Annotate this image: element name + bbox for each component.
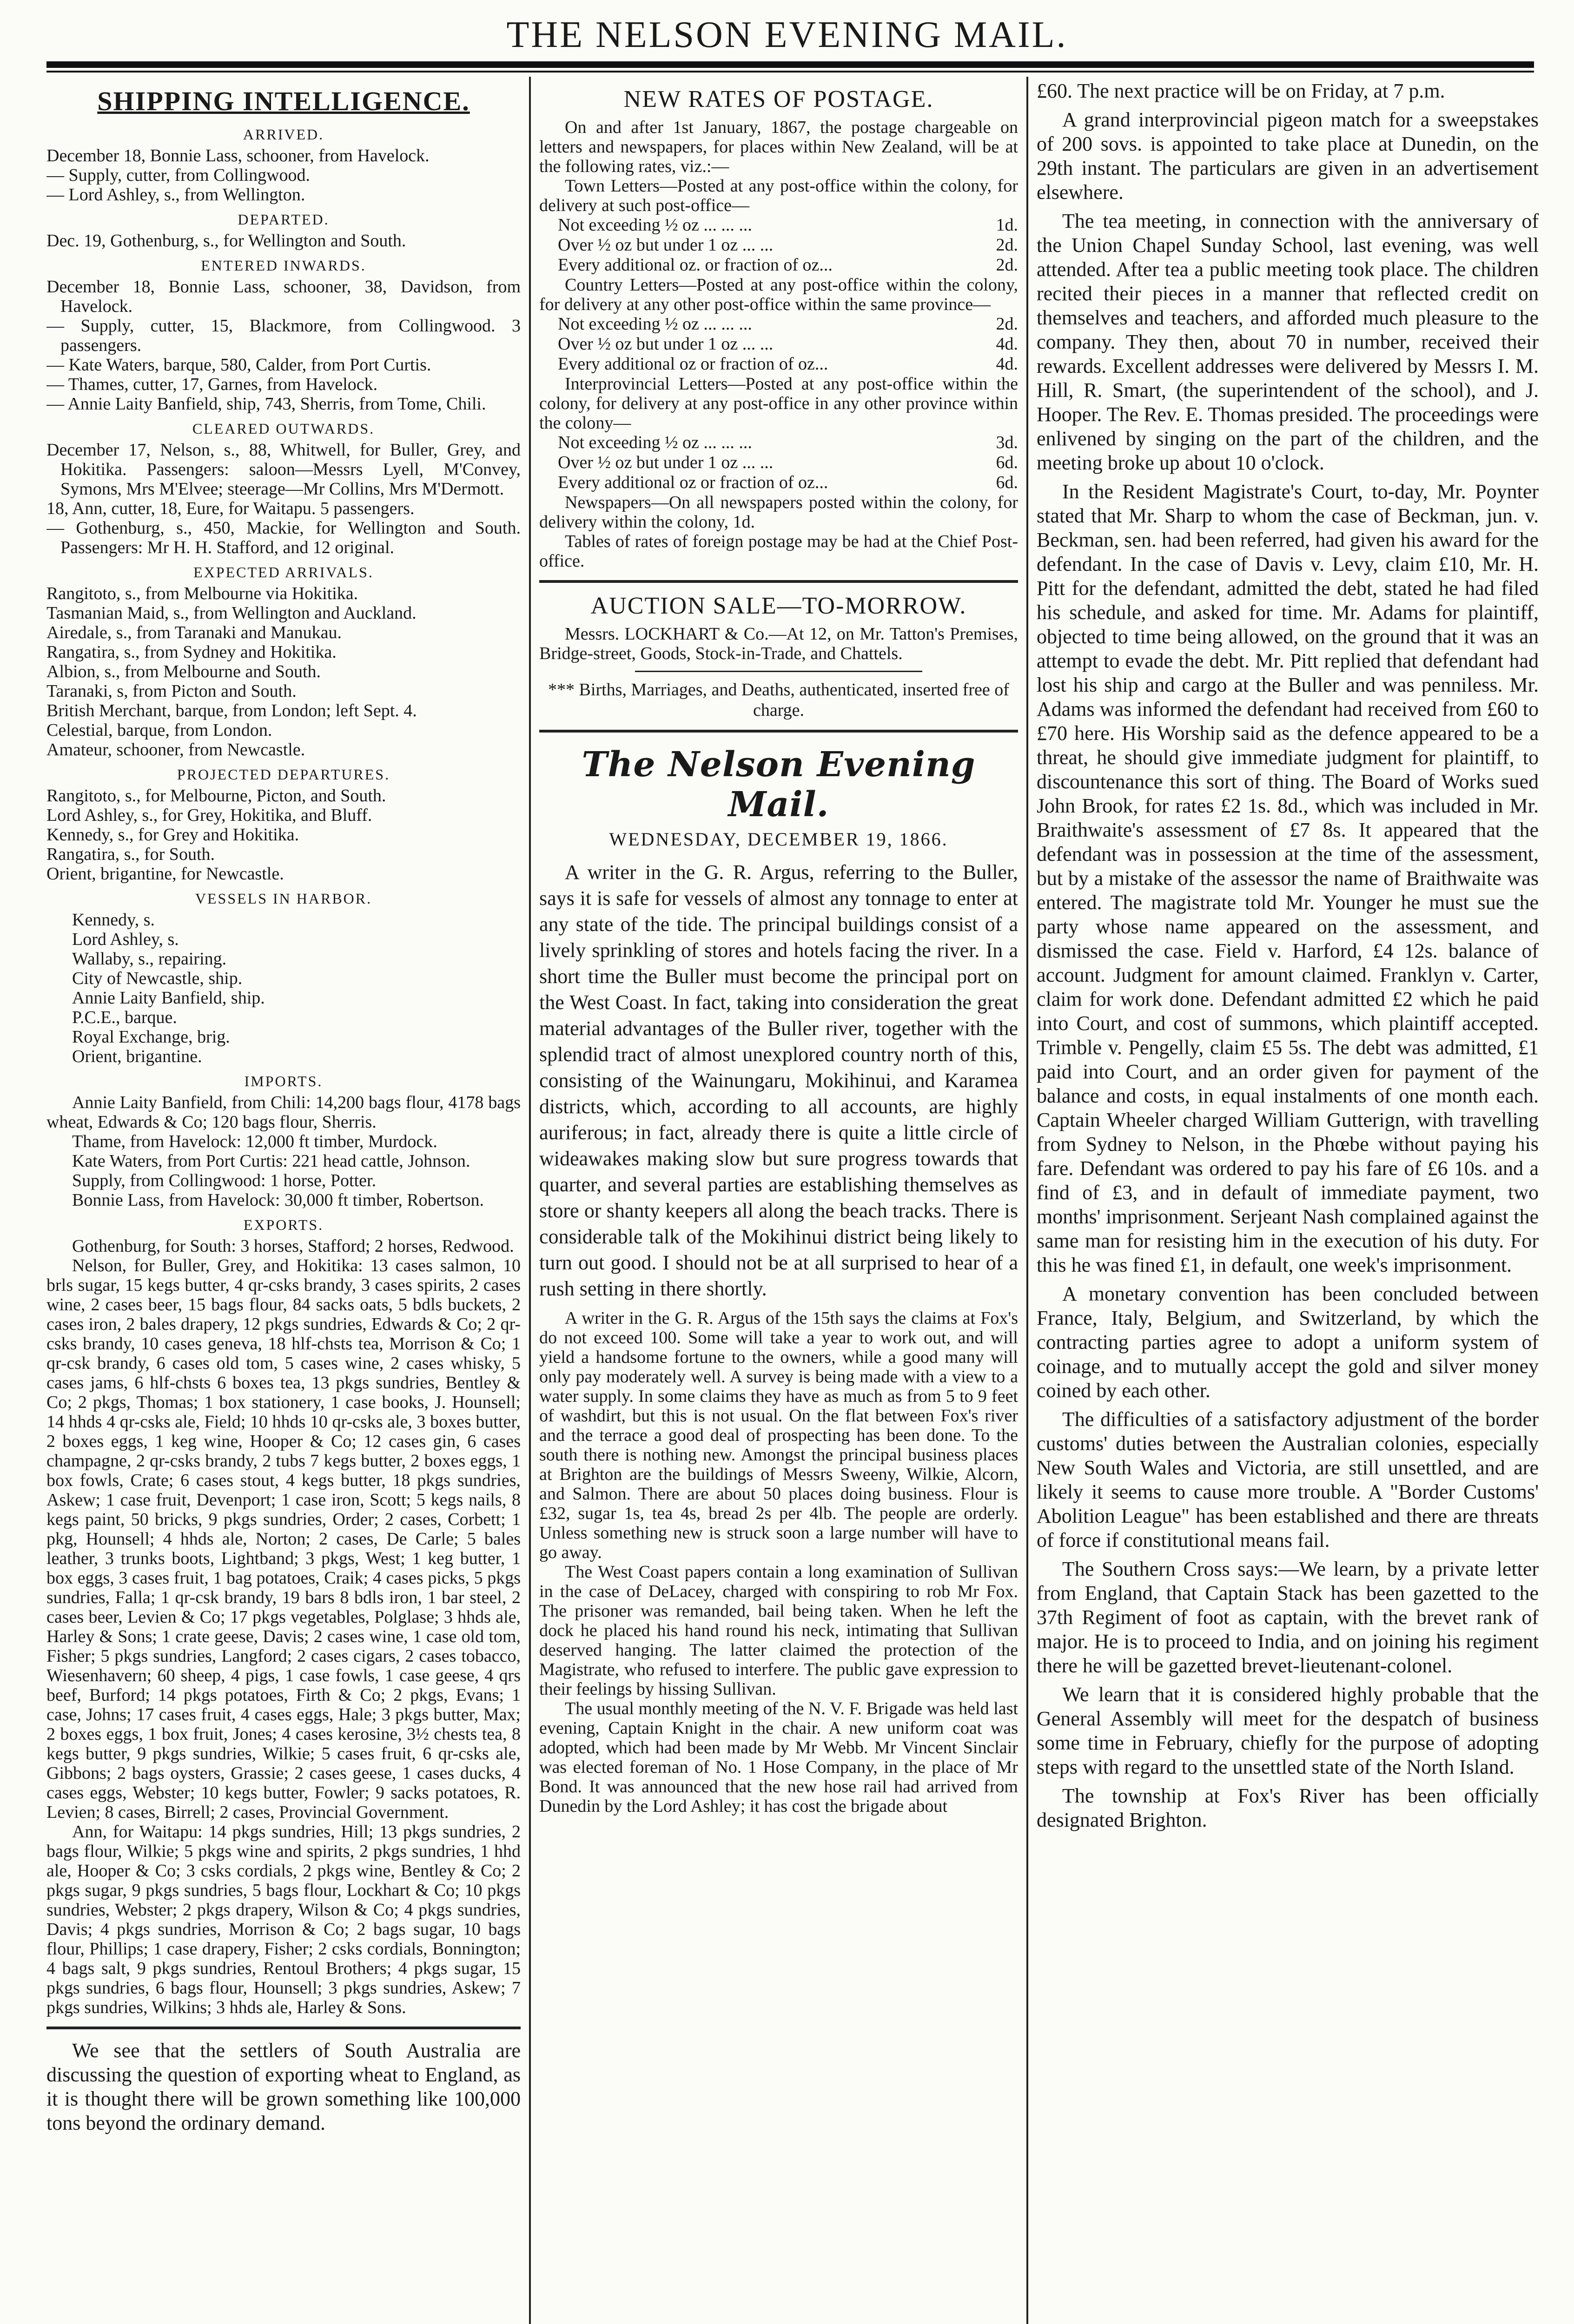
postage-title: NEW RATES OF POSTAGE. bbox=[623, 86, 934, 112]
middle-column bbox=[539, 79, 1018, 2324]
foreign-rates-note: Tables of rates of foreign postage may be had at the Chief Post-office. bbox=[539, 532, 1018, 571]
interprovincial-heading: Interprovincial Letters—Posted at any post-office within the colony, for delivery at any post-office in any other province within the colony— bbox=[539, 374, 1018, 433]
list-item: Annie Laity Banfield, ship. bbox=[72, 988, 265, 1008]
article-paragraph: The usual monthly meeting of the N. V. F. Brigade was held last evening, Captain Knight in the chair. A new uniform coat was adopted, which had been made by Mr Webb. Mr Vincent Sinclair was elected foreman of No. 1 Hose Company, in the place of Mr Bond. It was announced that the new hose rail had arrived from Dunedin by the Lord Ashley; it has cost the brigade about bbox=[539, 1699, 1018, 1816]
column-divider bbox=[1026, 77, 1028, 2324]
list-item: Orient, brigantine, for Newcastle. bbox=[46, 864, 284, 884]
article-paragraph: We learn that it is considered highly probable that the General Assembly will meet for the despatch of business some time in February, chiefly for the purpose of adopting steps with regard to the unsettled state of the North Island. bbox=[1037, 1683, 1539, 1778]
paper-name: The Nelson Evening Mail. bbox=[582, 745, 976, 825]
list-item: Lord Ashley, s., for Grey, Hokitika, and Bluff. bbox=[46, 805, 372, 825]
list-item: Royal Exchange, brig. bbox=[72, 1027, 230, 1047]
divider bbox=[635, 671, 922, 672]
list-item: City of Newcastle, ship. bbox=[72, 969, 243, 988]
cleared-heading: CLEARED OUTWARDS. bbox=[192, 420, 375, 437]
expected-heading: EXPECTED ARRIVALS. bbox=[193, 564, 374, 581]
list-item: P.C.E., barque. bbox=[72, 1008, 177, 1027]
lead-article bbox=[539, 859, 1018, 1302]
list-item: Rangitoto, s., from Melbourne via Hokitika. bbox=[46, 584, 358, 603]
list-item: — Supply, cutter, from Collingwood. bbox=[46, 165, 311, 185]
imports-entry: Annie Laity Banfield, from Chili: 14,200 bags flour, 4178 bags wheat, Edwards & Co; 120 bags flour, Sherris. bbox=[46, 1093, 521, 1132]
list-item: Orient, brigantine. bbox=[72, 1047, 202, 1066]
list-item: Tasmanian Maid, s., from Wellington and Auckland. bbox=[46, 603, 417, 623]
list-item: Kennedy, s. bbox=[72, 910, 155, 930]
list-item: British Merchant, barque, from London; left Sept. 4. bbox=[46, 701, 417, 720]
article-paragraph: A writer in the G. R. Argus, referring to the Buller, says it is safe for vessels of almost any tonnage to enter at any state of the tide. The principal buildings consist of a lively sprinkling of stores and hotels facing the river. In a short time the Buller must become the principal port on the West Coast. In fact, taking into consideration the great material advantages of the Buller river, together with the splendid tract of almost unexplored country north of this, consisting of the Wainungaru, Mokihinui, and Karamea districts, which, according to all accounts, are highly auriferous; in fact, already there is quite a little circle of wideawakes making slow but sure progress towards that quarter, and several parties are establishing themselves as store or shanty keepers all along the beach tracks. There is considerable talk of the Mokihinui district being likely to turn out good. I should not be at all surprised to hear of a rush setting in there shortly. bbox=[539, 861, 1018, 1300]
harbor-heading: VESSELS IN HARBOR. bbox=[195, 890, 372, 907]
exports-heading: EXPORTS. bbox=[243, 1216, 324, 1233]
auction-title: AUCTION SALE—TO-MORROW. bbox=[590, 593, 967, 619]
list-item: — Supply, cutter, 15, Blackmore, from Collingwood. 3 passengers. bbox=[46, 316, 521, 355]
article-paragraph: The tea meeting, in connection with the anniversary of the Union Chapel Sunday School, last evening, was well attended. After tea a public meeting took place. The children recited their pieces in a manner that reflected credit on themselves and teachers, and afforded much pleasure to the company. They then, about 70 in number, received their rewards. Excellent addresses were delivered by Messrs I. M. Hill, R. Smart, (the superintendent of the school), and J. Hooper. The Rev. E. Thomas presided. The proceedings were enlivened by singing on the part of the children, and the meeting broke up about 10 o'clock. bbox=[1037, 210, 1539, 474]
newspapers-rate: Newspapers—On all newspapers posted within the colony, for delivery within the colony, 1d. bbox=[539, 493, 1018, 532]
article-paragraph: In the Resident Magistrate's Court, to-day, Mr. Poynter stated that Mr. Sharp to whom the case of Beckman, jun. v. Beckman, sen. had been referred, had given his award for the defendant. In the case of Davis v. Levy, claim £10, Mr. H. Pitt for the defendant, admitted the debt, stated he had filed his schedule, and asked for time. Mr. Adams for plaintiff, objected to time being allowed, on the ground that it was an attempt to evade the debt. Mr. Pitt replied that defendant had lost his ship and cargo at the Buller and was penniless. Mr. Adams was informed the defendant had received from £60 to £70 here. His Worship said as the defence appeared to be a threat, he should give immediate judgment for plaintiff, to discountenance this sort of thing. The Board of Works sued John Brook, for rates £2 1s. 8d., which was included in Mr. Braithwaite's assessment of £7 8s. It appeared that the defendant was in possession at the time of the assessment, but by a mistake of the assessor the name of Braithwaite was entered. The magistrate told Mr. Younger he must sue the party whose name appeared on the assessment, and dismissed the case. Field v. Harford, £4 12s. balance of account. Judgment for amount claimed. Franklyn v. Carter, claim for work done. Defendant admitted £2 which he paid into Court, and cost of summons, which plaintiff accepted. Trimble v. Pengelly, claim £5 5s. The debt was admitted, £1 paid into Court, and an order given for payment of the balance and costs, in equal instalments of one month each. Captain Wheeler charged William Gutterign, with travelling from Sydney to Nelson, in the Phœbe without paying his fare. Defendant was ordered to pay his fare of £6 10s. and a find of £3, and in default of immediate payment, two months' imprisonment. Serjeant Nash complained against the same man for resisting him in the execution of his duty. For this he was fined £1, in default, one week's imprisonment. bbox=[1037, 480, 1539, 1276]
list-item: 18, Ann, cutter, 18, Eure, for Waitapu. 5 passengers. bbox=[46, 499, 415, 518]
article-paragraph: The Southern Cross says:—We learn, by a private letter from England, that Captain Stack has been gazetted to the 37th Regiment of foot as captain, with the brevet rank of major. He is to proceed to India, and on joining his regiment there he will be gazetted brevet-lieutenant-colonel. bbox=[1037, 1558, 1539, 1677]
auction-text: Messrs. LOCKHART & Co.—At 12, on Mr. Tatton's Premises, Bridge-street, Goods, Stock-in-Trade, and Chattels. bbox=[539, 624, 1018, 663]
country-letters-heading: Country Letters—Posted at any post-office within the colony, for delivery at any other post-office within the same province— bbox=[539, 275, 1018, 314]
list-item: Lord Ashley, s. bbox=[72, 930, 179, 949]
projected-heading: PROJECTED DEPARTURES. bbox=[177, 766, 390, 783]
rate-row: Over ½ oz but under 1 oz ... ... 2d. bbox=[558, 235, 1018, 255]
divider bbox=[46, 2027, 521, 2029]
rate-row: Every additional oz. or fraction of oz... 2d. bbox=[558, 255, 1018, 275]
arrived-heading: ARRIVED. bbox=[243, 126, 324, 143]
list-item: Rangitoto, s., for Melbourne, Picton, and South. bbox=[46, 786, 386, 805]
list-item: — Lord Ashley, s., from Wellington. bbox=[46, 185, 305, 205]
article-paragraph: A monetary convention has been concluded between France, Italy, Belgium, and Switzerland, by which the contracting parties agree to adopt a uniform system of coinage, and to mutually accept the gold and silver money coined by each other. bbox=[1037, 1282, 1539, 1402]
column-divider bbox=[529, 77, 531, 2324]
shipping-column bbox=[46, 79, 521, 2324]
departed-heading: DEPARTED. bbox=[238, 211, 330, 228]
exports-entry: Nelson, for Buller, Grey, and Hokitika: 13 cases salmon, 10 brls sugar, 15 kegs butter, 4 qr-csks brandy, 3 cases spirits, 2 cases wine, 2 cases beer, 15 bags flour, 84 sacks oats, 5 bdls buckets, 2 cases iron, 2 bales drapery, 12 pkgs sundries, Edwards & Co; 2 qr-csks brandy, 10 cases geneva, 18 hlf-chsts tea, Morrison & Co; 1 qr-csk brandy, 6 cases old tom, 5 cases wine, 2 cases whisky, 5 cases jams, 6 hlf-chsts 6 boxes tea, 13 pkgs sundries, Bentley & Co; 2 pkgs, Thomas; 1 box stationery, 1 case books, J. Hounsell; 14 hhds 4 qr-csks ale, Field; 10 hhds 10 qr-csks ale, 3 boxes butter, 2 boxes eggs, 1 keg wine, Hooper & Co; 12 cases gin, 6 cases champagne, 2 qr-csks brandy, 2 tubs 7 kegs butter, 2 boxes eggs, 1 box fowls, Crate; 6 cases stout, 4 kegs butter, 18 pkgs sundries, Askew; 1 case fruit, Devenport; 1 case iron, Scott; 5 kegs nails, 8 kegs paint, 50 bricks, 9 pkgs sundries, Order; 2 cases, Corbett; 1 pkg, Hounsell; 4 hhds ale, Norton; 2 cases, De Carle; 5 bales leather, 3 trunks boots, Lightband; 3 pkgs, West; 1 keg butter, 1 box eggs, 3 cases fruit, 1 bag potatoes, Craik; 4 cases picks, 5 pkgs sundries, Falla; 1 qr-csk brandy, 19 bars 8 bdls iron, 1 bar steel, 2 cases beer, Levien & Co; 17 pkgs vegetables, Polglase; 3 hhds ale, Harley & Sons; 1 crate geese, Davis; 2 cases wine, 1 case old tom, Fisher; 5 pkgs sundries, Langford; 2 cases cigars, 2 cases tobacco, Wiesenhavern; 60 sheep, 4 pigs, 1 case fowls, 1 case geese, 4 qrs beef, Burford; 14 pkgs potatoes, Firth & Co; 2 pkgs, Evans; 1 case, Johns; 17 cases fruit, 4 cases eggs, Hale; 3 pkgs butter, Max; 2 boxes eggs, 1 box fruit, Jones; 4 cases kerosine, 3½ chests tea, 8 kegs butter, 9 pkgs sundries, Wilkie; 5 cases fruit, 6 qr-csks ale, Gibbons; 2 bags oysters, Grassie; 2 cases geese, 1 cases ducks, 4 cases eggs, Webster; 10 kegs butter, Fowler; 9 sacks potatoes, R. Levien; 8 cases, Birrell; 2 cases, Provincial Government. bbox=[46, 1256, 521, 1822]
imports-entry: Bonnie Lass, from Havelock: 30,000 ft timber, Robertson. bbox=[72, 1190, 484, 1210]
rate-row: Every additional oz or fraction of oz... 6d. bbox=[558, 473, 1018, 492]
rate-row: Not exceeding ½ oz ... ... ... 1d. bbox=[558, 215, 1018, 235]
article-paragraph: A grand interprovincial pigeon match for a sweepstakes of 200 sovs. is appointed to take place at Dunedin, on the 29th instant. The particulars are given in an advertisement elsewhere. bbox=[1037, 108, 1539, 204]
imports-heading: IMPORTS. bbox=[244, 1073, 323, 1089]
rate-row: Over ½ oz but under 1 oz ... ... 4d. bbox=[558, 334, 1018, 354]
arrived-list bbox=[46, 146, 521, 205]
rate-row: Not exceeding ½ oz ... ... ... 2d. bbox=[558, 314, 1018, 334]
notice-text: *** Births, Marriages, and Deaths, authenticated, inserted free of charge. bbox=[548, 680, 1009, 720]
list-item: December 18, Bonnie Lass, schooner, from Havelock. bbox=[46, 146, 430, 165]
rate-row: Over ½ oz but under 1 oz ... ... 6d. bbox=[558, 453, 1018, 472]
article-paragraph: We see that the settlers of South Australia are discussing the question of exporting wheat to England, as it is thought there will be grown something like 100,000 tons beyond the ordinary demand. bbox=[46, 2039, 521, 2134]
list-item: Dec. 19, Gothenburg, s., for Wellington and South. bbox=[46, 231, 406, 251]
list-item: — Thames, cutter, 17, Garnes, from Havelock. bbox=[46, 375, 378, 394]
list-item: December 18, Bonnie Lass, schooner, 38, Davidson, from Havelock. bbox=[46, 277, 521, 316]
list-item: Wallaby, s., repairing. bbox=[72, 949, 227, 969]
list-item: Albion, s., from Melbourne and South. bbox=[46, 662, 321, 681]
list-item: Airedale, s., from Taranaki and Manukau. bbox=[46, 623, 342, 642]
list-item: — Kate Waters, barque, 580, Calder, from Port Curtis. bbox=[46, 355, 431, 375]
article-paragraph: £60. The next practice will be on Friday, at 7 p.m. bbox=[1037, 79, 1445, 102]
divider bbox=[539, 580, 1018, 583]
masthead-rule-thin bbox=[46, 71, 1534, 73]
exports-entry: Ann, for Waitapu: 14 pkgs sundries, Hill; 13 pkgs sundries, 2 bags flour, Wilkie; 5 pkgs wine and spirits, 2 pkgs sundries, 1 hhd ale, Hooper & Co; 3 csks cordials, 2 pkgs wine, Bentley & Co; 2 pkgs sugar, 9 pkgs sundries, 5 bags flour, Lockhart & Co; 10 pkgs sundries, Webster; 2 pkgs drapery, Wilson & Co; 4 pkgs sundries, Davis; 4 pkgs sundries, Morrison & Co; 2 bags sugar, 10 bags flour, Phillips; 1 case drapery, Fisher; 2 csks cordials, Bonnington; 4 bags salt, 9 pkgs sundries, Rentoul Brothers; 4 pkgs sugar, 15 pkgs sundries, 6 bags flour, Hounsell; 3 pkgs sundries, Askew; 7 pkgs sundries, Wilkins; 3 hhds ale, Harley & Sons. bbox=[46, 1822, 521, 2017]
imports-entry: Kate Waters, from Port Curtis: 221 head cattle, Johnson. bbox=[72, 1151, 470, 1171]
entered-heading: ENTERED INWARDS. bbox=[201, 257, 366, 274]
postage-intro: On and after 1st January, 1867, the postage chargeable on letters and newspapers, for places within New Zealand, will be at the following rates, viz.:— bbox=[539, 118, 1018, 176]
masthead-title: THE NELSON EVENING MAIL. bbox=[506, 14, 1068, 55]
list-item: Kennedy, s., for Grey and Hokitika. bbox=[46, 825, 299, 845]
list-item: — Gothenburg, s., 450, Mackie, for Wellington and South. Passengers: Mr H. H. Stafford, and 12 original. bbox=[46, 518, 521, 557]
masthead-rule-thick bbox=[46, 61, 1534, 68]
issue-date: WEDNESDAY, DECEMBER 19, 1866. bbox=[609, 829, 948, 850]
rate-row: Every additional oz or fraction of oz... 4d. bbox=[558, 354, 1018, 374]
list-item: — Annie Laity Banfield, ship, 743, Sherris, from Tome, Chili. bbox=[46, 394, 486, 414]
list-item: December 17, Nelson, s., 88, Whitwell, for Buller, Grey, and Hokitika. Passengers: saloon—Messrs Lyell, M'Convey, Symons, Mrs M'Elvee; steerage—Mr Collins, Mrs M'Dermott. bbox=[46, 440, 521, 499]
list-item: Rangatira, s., for South. bbox=[46, 845, 215, 864]
article-paragraph: A writer in the G. R. Argus of the 15th says the claims at Fox's do not exceed 100. Some will take a year to work out, and will yield a handsome fortune to the owners, while a good many will only pay moderately well. A survey is being made with a view to a water supply. In some claims they have as much as from 5 to 9 feet of washdirt, but this is not usual. On the flat between Fox's river and the terrace a good deal of prospecting has been done. To the south there is nothing new. Amongst the principal business places at Brighton are the buildings of Messrs Sweeny, Wilkie, Alcorn, and Salmon. There are about 50 places doing business. Flour is £32, sugar 1s, tea 4s, bread 2s per 4lb. The people are orderly. Unless something new is struck soon a large number will have to go away. bbox=[539, 1308, 1018, 1562]
exports-entry: Gothenburg, for South: 3 horses, Stafford; 2 horses, Redwood. bbox=[72, 1236, 514, 1256]
list-item: Amateur, schooner, from Newcastle. bbox=[46, 740, 305, 759]
shipping-title: SHIPPING INTELLIGENCE. bbox=[97, 86, 470, 116]
imports-entry: Supply, from Collingwood: 1 horse, Potter. bbox=[72, 1171, 377, 1190]
rate-row: Not exceeding ½ oz ... ... ... 3d. bbox=[558, 433, 1018, 452]
town-letters-heading: Town Letters—Posted at any post-office within the colony, for delivery at such post-office— bbox=[539, 176, 1018, 215]
list-item: Rangatira, s., from Sydney and Hokitika. bbox=[46, 642, 337, 662]
imports-entry: Thame, from Havelock: 12,000 ft timber, Murdock. bbox=[72, 1132, 437, 1151]
list-item: Celestial, barque, from London. bbox=[46, 720, 272, 740]
article-paragraph: The difficulties of a satisfactory adjustment of the border customs' duties between the Australian colonies, especially New South Wales and Victoria, are still unsettled, and are likely it seems to cause more trouble. A "Border Customs' Abolition League" has been established and there are threats of force if constitutional means fail. bbox=[1037, 1408, 1539, 1552]
right-column bbox=[1037, 79, 1539, 2324]
article-paragraph: The West Coast papers contain a long examination of Sullivan in the case of DeLacey, charged with conspiring to rob Mr Fox. The prisoner was remanded, bail being taken. When he left the dock he placed his hand round his neck, intimating that Sullivan deserved hanging. The latter claimed the protection of the Magistrate, who refused to interfere. The public gave expression to their feelings by hissing Sullivan. bbox=[539, 1562, 1018, 1699]
divider bbox=[539, 730, 1018, 733]
article-paragraph: The township at Fox's River has been officially designated Brighton. bbox=[1037, 1784, 1539, 1831]
list-item: Taranaki, s, from Picton and South. bbox=[46, 681, 297, 701]
